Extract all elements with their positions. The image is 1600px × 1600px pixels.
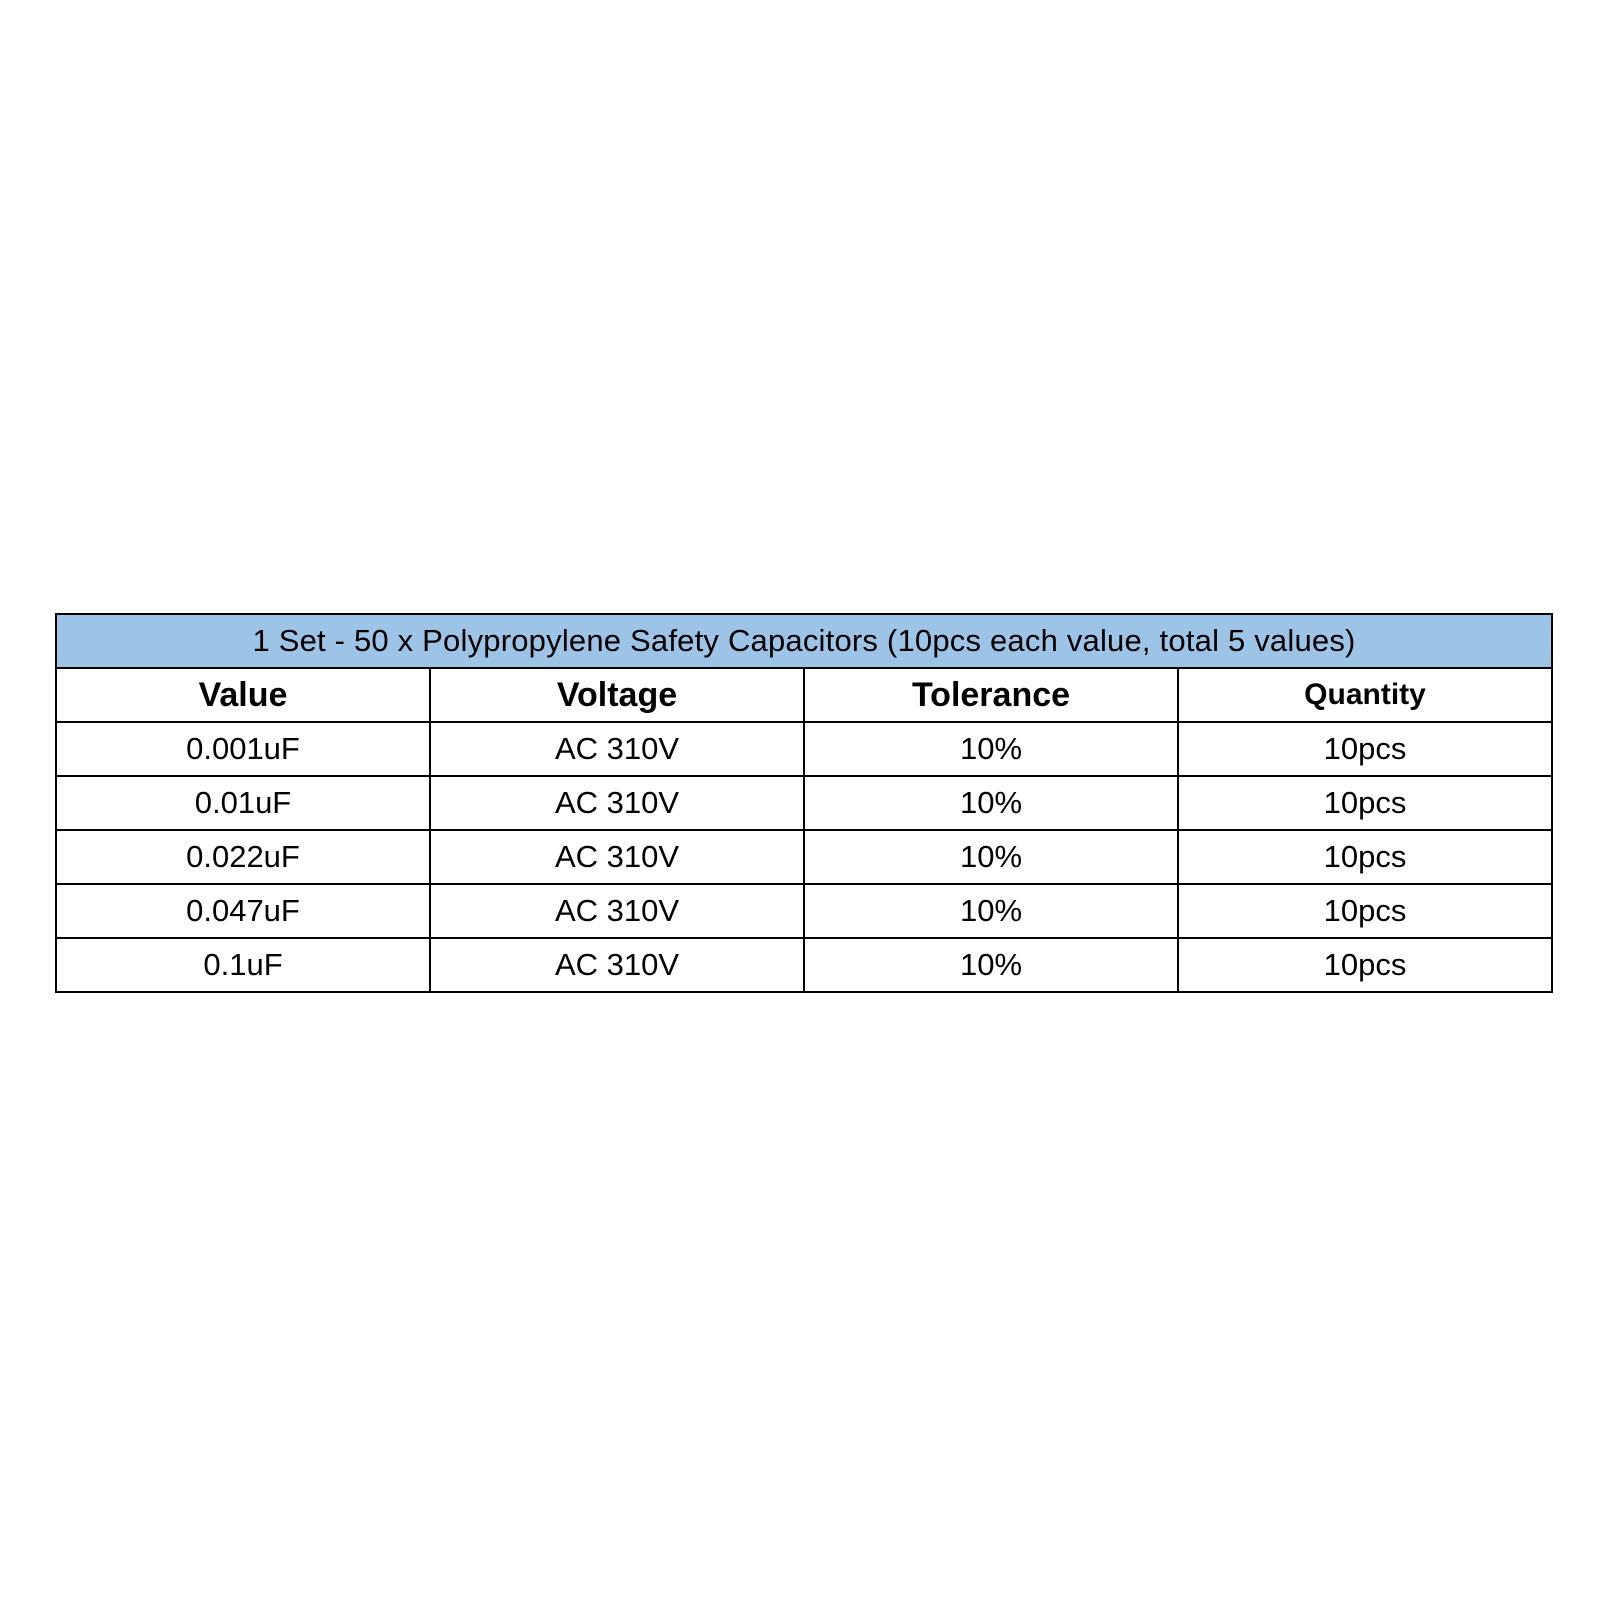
cell-voltage: AC 310V [430,830,804,884]
header-value: Value [56,668,430,722]
cell-value: 0.001uF [56,722,430,776]
cell-value: 0.047uF [56,884,430,938]
cell-quantity: 10pcs [1178,884,1552,938]
header-quantity: Quantity [1178,668,1552,722]
capacitor-spec-table [55,613,1553,993]
cell-voltage: AC 310V [430,938,804,992]
cell-tolerance: 10% [804,938,1178,992]
table-title: 1 Set - 50 x Polypropylene Safety Capacitors (10pcs each value, total 5 values) [56,614,1552,668]
table-row [56,884,1552,938]
cell-quantity: 10pcs [1178,938,1552,992]
cell-quantity: 10pcs [1178,776,1552,830]
cell-tolerance: 10% [804,722,1178,776]
table-row [56,938,1552,992]
cell-voltage: AC 310V [430,722,804,776]
cell-quantity: 10pcs [1178,830,1552,884]
cell-voltage: AC 310V [430,884,804,938]
table-row [56,830,1552,884]
header-voltage: Voltage [430,668,804,722]
cell-tolerance: 10% [804,884,1178,938]
cell-tolerance: 10% [804,776,1178,830]
cell-value: 0.1uF [56,938,430,992]
cell-value: 0.01uF [56,776,430,830]
cell-tolerance: 10% [804,830,1178,884]
cell-value: 0.022uF [56,830,430,884]
table-title-row [56,614,1552,668]
table-header-row [56,668,1552,722]
cell-quantity: 10pcs [1178,722,1552,776]
header-tolerance: Tolerance [804,668,1178,722]
table-row [56,776,1552,830]
table-row [56,722,1552,776]
cell-voltage: AC 310V [430,776,804,830]
